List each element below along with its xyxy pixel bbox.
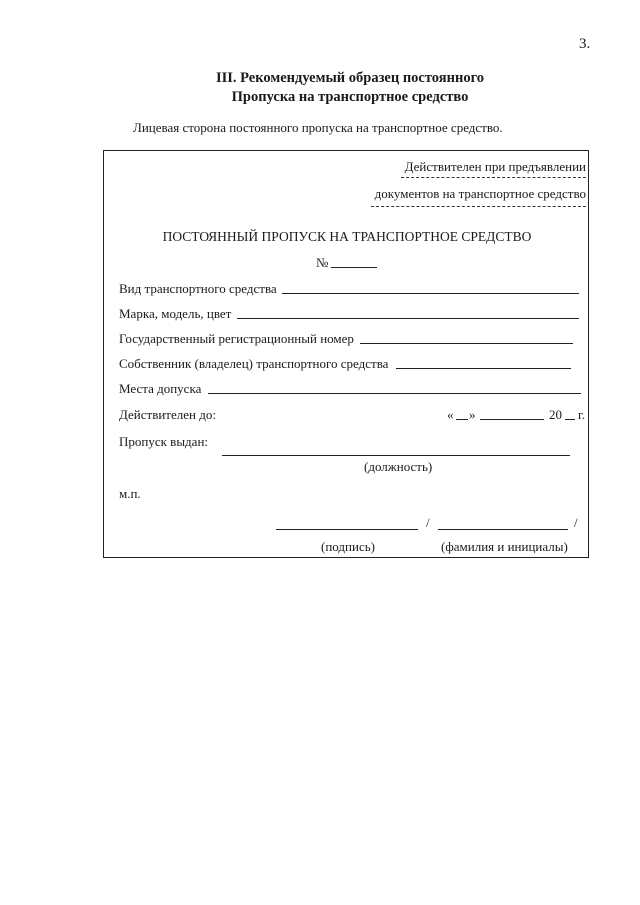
issued-by-label: Пропуск выдан: (119, 434, 209, 449)
pass-heading: ПОСТОЯННЫЙ ПРОПУСК НА ТРАНСПОРТНОЕ СРЕДСТВО (162, 229, 532, 244)
date-month-field[interactable] (480, 419, 544, 420)
pass-form-frame (103, 150, 589, 558)
slash-separator-1: / (426, 515, 430, 530)
stamp-place-label: м.п. (119, 486, 141, 501)
date-year-suffix: г. (578, 407, 586, 422)
signature-caption: (подпись) (321, 539, 375, 554)
valid-until-label: Действителен до: (119, 407, 216, 422)
registration-number-field[interactable] (360, 343, 573, 344)
full-name-field[interactable] (438, 529, 568, 530)
signature-field[interactable] (276, 529, 418, 530)
date-year-field[interactable] (565, 419, 575, 420)
full-name-caption: (фамилия и инициалы) (441, 539, 568, 554)
dashed-line-1 (401, 177, 586, 178)
document-title-line-2: Пропуска на транспортное средство (231, 89, 469, 105)
date-close-quote: » (469, 407, 476, 422)
registration-number-label: Государственный регистрационный номер (119, 331, 354, 346)
position-field[interactable] (222, 455, 570, 456)
make-model-color-label: Марка, модель, цвет (119, 306, 232, 321)
position-caption: (должность) (364, 459, 433, 474)
dashed-line-2 (371, 206, 586, 207)
page-number: 3. (579, 36, 591, 52)
valid-note-line-2: документов на транспортное средство (374, 186, 586, 201)
intro-text: Лицевая сторона постоянного пропуска на транспортное средство. (133, 120, 503, 135)
owner-field[interactable] (396, 368, 571, 369)
document-title-line-1: III. Рекомендуемый образец постоянного (215, 70, 485, 86)
vehicle-type-field[interactable] (282, 293, 579, 294)
vehicle-type-label: Вид транспортного средства (119, 281, 277, 296)
make-model-color-field[interactable] (237, 318, 579, 319)
date-year-prefix: 20 (549, 407, 562, 422)
date-day-field[interactable] (456, 419, 468, 420)
valid-note-line-1: Действителен при предъявлении (404, 159, 586, 174)
pass-number-field[interactable] (331, 267, 377, 268)
slash-separator-2: / (574, 515, 578, 530)
access-places-field[interactable] (208, 393, 581, 394)
date-open-quote: « (447, 407, 454, 422)
pass-number-label: № (316, 255, 329, 270)
access-places-label: Места допуска (119, 381, 202, 396)
owner-label: Собственник (владелец) транспортного средства (119, 356, 389, 371)
